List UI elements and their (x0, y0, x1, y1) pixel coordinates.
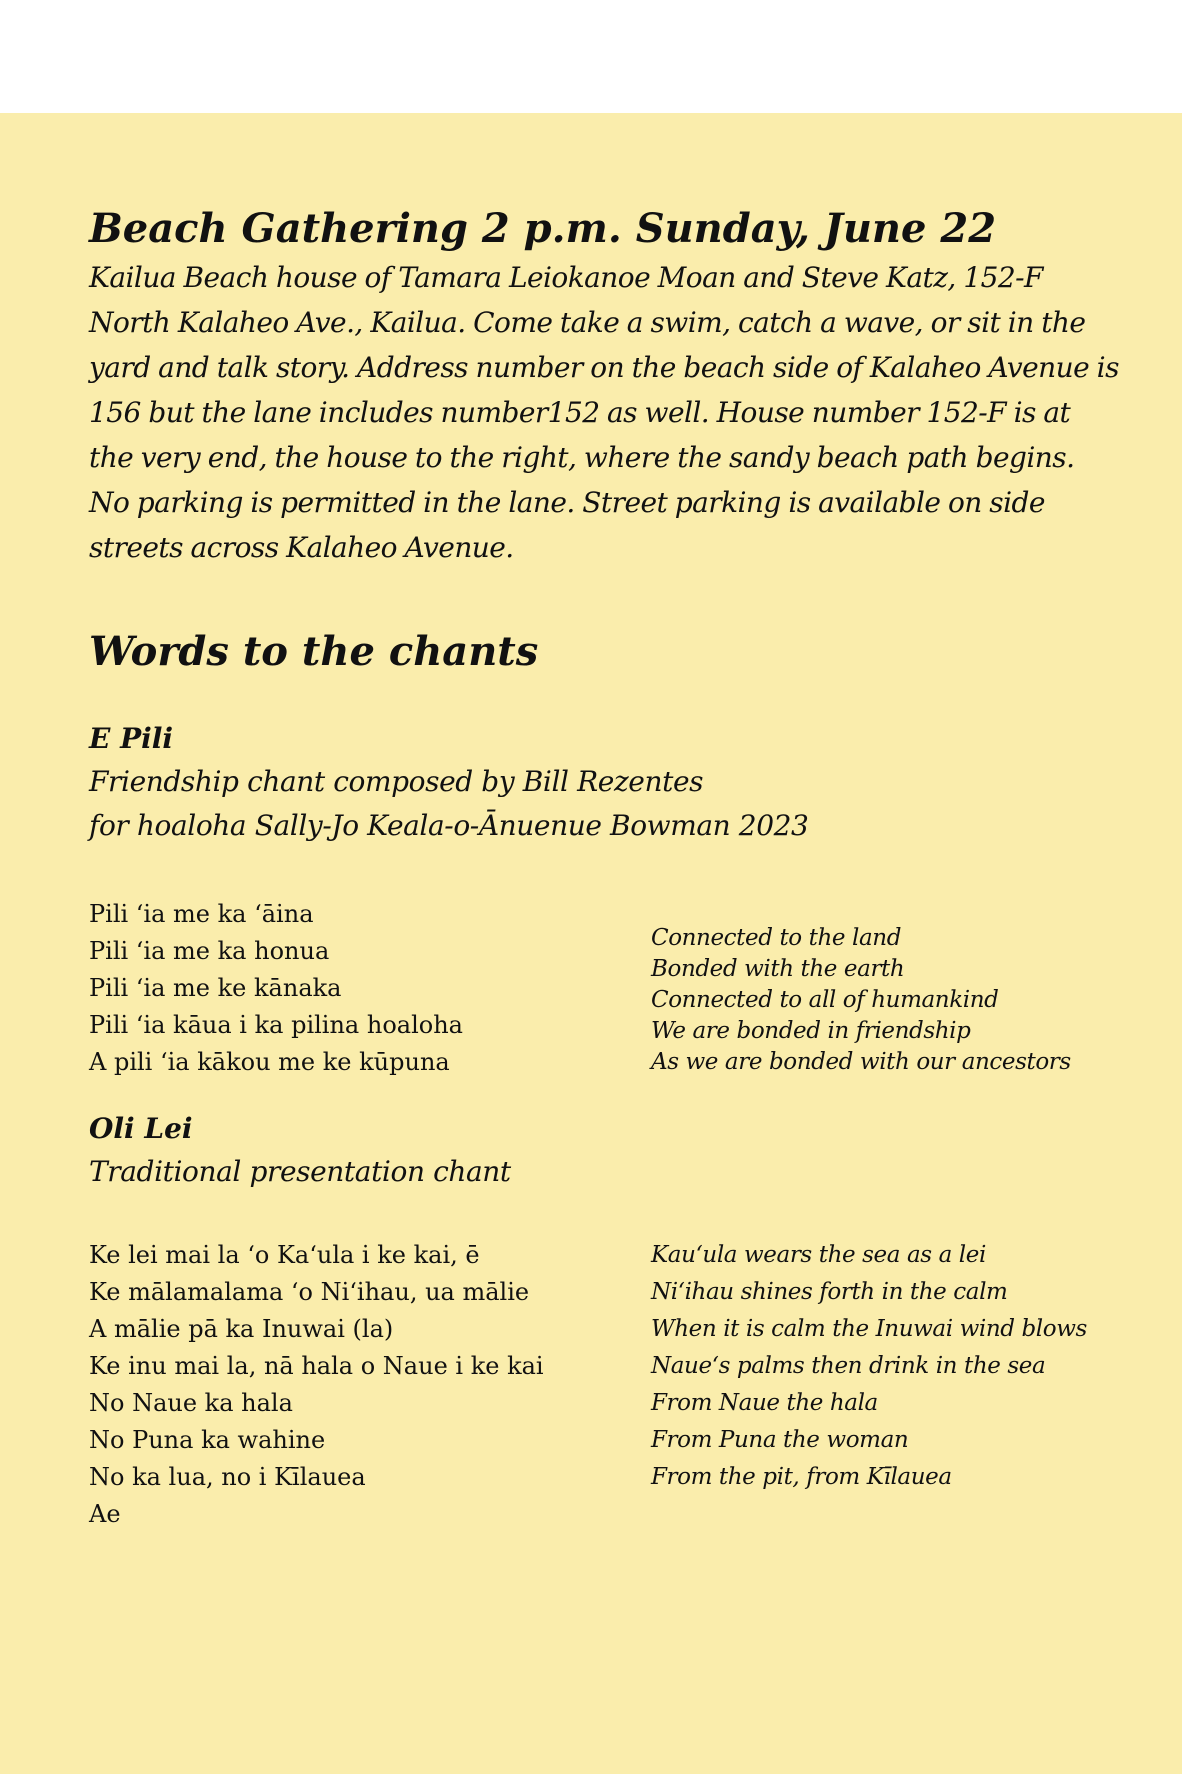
program-page (0, 113, 1182, 1774)
chant-subtitle (89, 760, 1099, 848)
english-translation (651, 896, 1071, 1075)
lyric-line: Ae (89, 1500, 121, 1528)
chants-heading: Words to the chants (89, 628, 539, 675)
chant-verse-oli-lei (89, 1237, 1099, 1528)
translation-line: As we are bonded with our ancestors (651, 1049, 1071, 1075)
hawaiian-lyrics (89, 1237, 651, 1528)
chant-subtitle (89, 1150, 1099, 1194)
lyric-line: Pili ʻia me ka ʻāina (89, 900, 314, 928)
translation-line: We are bonded in friendship (651, 1018, 971, 1044)
translation-line: Naueʻs palms then drink in the sea (651, 1353, 1046, 1379)
lyric-line: Pili ʻia me ke kānaka (89, 974, 342, 1002)
lyric-line: No Naue ka hala (89, 1389, 293, 1417)
lyric-line: Ke inu mai la, nā hala o Naue i ke kai (89, 1352, 544, 1380)
lyric-line: Pili ʻia me ka honua (89, 937, 330, 965)
lyric-line: No ka lua, no i Kīlauea (89, 1463, 366, 1491)
top-white-strip (0, 0, 1182, 113)
subtitle-line: Traditional presentation chant (89, 1155, 511, 1188)
chant-verse-e-pili (89, 896, 1099, 1076)
chant-title-oli-lei: Oli Lei (89, 1112, 193, 1145)
translation-line: Bonded with the earth (651, 956, 905, 982)
subtitle-line: for hoaloha Sally-Jo Keala-o-Ānuenue Bowman 2023 (89, 809, 809, 842)
lyric-line: A mālie pā ka Inuwai (la) (89, 1315, 394, 1343)
translation-line: Niʻihau shines forth in the calm (651, 1279, 1008, 1305)
hawaiian-lyrics (89, 896, 651, 1076)
translation-line: Connected to the land (651, 925, 902, 951)
translation-line: Kauʻula wears the sea as a lei (651, 1242, 986, 1268)
chant-title-e-pili: E Pili (89, 722, 174, 755)
subtitle-line: Friendship chant composed by Bill Rezentes (89, 765, 704, 798)
lyric-line: A pili ʻia kākou me ke kūpuna (89, 1048, 450, 1076)
translation-line: From Puna the woman (651, 1427, 909, 1453)
lyric-line: Pili ʻia kāua i ka pilina hoaloha (89, 1011, 463, 1039)
translation-line: From Naue the hala (651, 1390, 878, 1416)
lyric-line: Ke mālamalama ʻo Niʻihau, ua mālie (89, 1278, 530, 1306)
lyric-line: Ke lei mai la ʻo Kaʻula i ke kai, ē (89, 1241, 480, 1269)
event-description: Kailua Beach house of Tamara Leiokanoe Moan and Steve Katz, 152-F North Kalaheo Ave., Kailua. Come take a swim, catch a wave, or sit in the yard and talk story. Address number on the beach side of Kalaheo Avenue is 156 but the lane includes number152 as well. House number 152-F is at the very end, the house to the right, where the sandy beach path begins. No parking is permitted in the lane. Street parking is available on side streets across Kalaheo Avenue. (89, 261, 1119, 564)
event-title: Beach Gathering 2 p.m. Sunday, June 22 (89, 205, 997, 252)
translation-line: When it is calm the Inuwai wind blows (651, 1316, 1087, 1342)
page-content (89, 203, 1119, 1528)
english-translation (651, 1237, 1087, 1517)
translation-line: Connected to all of humankind (651, 987, 999, 1013)
lyric-line: No Puna ka wahine (89, 1426, 326, 1454)
translation-line: From the pit, from Kīlauea (651, 1464, 952, 1490)
